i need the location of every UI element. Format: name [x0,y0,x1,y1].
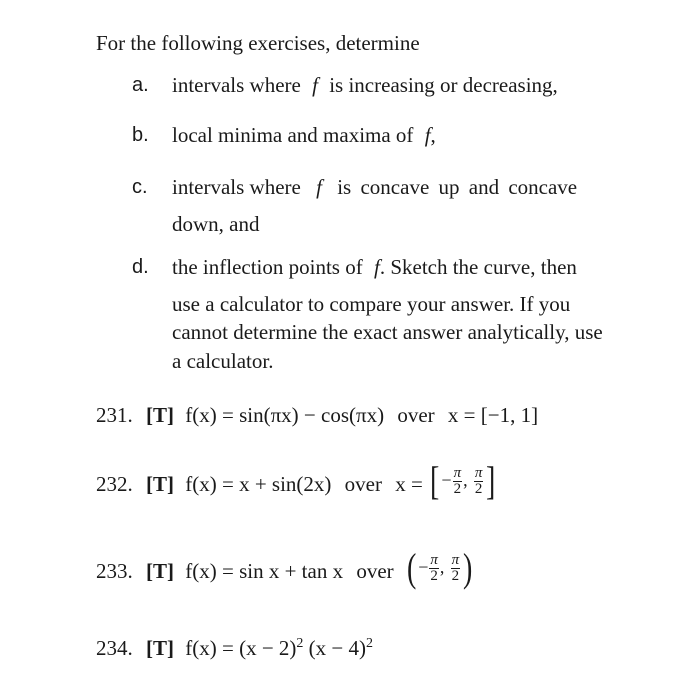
function-var: f [316,175,322,199]
item-c-text [172,175,577,200]
left-bracket: [ [430,458,440,503]
exercise-tag: [T] [146,636,174,660]
item-text: intervals where [172,175,301,199]
list-item-a [132,74,149,97]
item-letter: d. [132,256,149,278]
exercise-over: over [344,471,382,496]
item-text: is concave up and concave [337,175,578,199]
exercise-231 [96,403,538,428]
fraction: $\frac{\pi}{2}$ [451,551,460,584]
exercise-233 [96,545,475,590]
item-text: . Sketch the curve, then [379,255,577,279]
interval: [ − $\frac{\pi}{2}$ , $\frac{\pi}{2}$ ] [430,458,496,503]
exercise-domain-var: x = [395,471,423,496]
function-var: f [424,123,431,147]
exercise-function: f(x) = (x − 2) [185,636,297,660]
exercise-232 [96,458,498,503]
list-item-d [132,256,149,279]
exercise-function: f(x) = sin(πx) − cos(πx) [185,403,385,427]
exercise-over: over [397,403,435,427]
item-d-line2: use a calculator to compare your answer. If you [172,292,571,316]
exercise-number: 234. [96,636,133,660]
intro-text: For the following exercises, determine [96,31,420,55]
exercise-function-part2: (x − 4) [308,636,366,660]
item-letter: a. [132,74,149,96]
exercise-tag: [T] [146,403,174,427]
item-d-text [172,255,577,280]
exercise-234 [96,636,373,661]
item-text: is increasing or decreasing, [329,73,558,97]
item-c-line2: down, and [172,212,260,236]
item-letter: b. [132,124,149,146]
list-item-b [132,124,149,147]
list-item-c [132,176,148,199]
exercise-tag: [T] [146,471,174,496]
exercise-function: f(x) = sin x + tan x [185,558,344,583]
exercise-number: 233. [96,558,133,583]
interval: ( − $\frac{\pi}{2}$ , $\frac{\pi}{2}$ ) [406,545,473,590]
left-paren: ( [406,545,417,590]
exercise-function: f(x) = x + sin(2x) [185,471,332,496]
fraction: $\frac{\pi}{2}$ [453,464,462,497]
item-a-text [172,73,558,98]
fraction: $\frac{\pi}{2}$ [430,551,438,584]
item-b-text [172,123,436,148]
exercise-number: 231. [96,403,133,427]
right-paren: ) [463,545,473,590]
item-d-line3: cannot determine the exact answer analytically, use [172,320,603,344]
function-var: f [312,73,318,97]
item-d-line4: a calculator. [172,349,274,373]
function-var: f [373,255,380,279]
exercise-tag: [T] [146,558,174,583]
item-text: local minima and maxima of [172,123,414,147]
exercise-over: over [356,558,394,583]
exponent: 2 [296,636,304,651]
item-text: , [430,123,436,147]
right-bracket: ] [486,458,496,503]
item-text: intervals where [172,73,301,97]
item-text: the inflection points of [172,255,363,279]
exponent: 2 [366,636,373,651]
exercise-domain: x = [−1, 1] [447,403,539,427]
fraction: $\frac{\pi}{2}$ [474,464,483,497]
item-letter: c. [132,176,148,198]
exercise-number: 232. [96,471,133,496]
